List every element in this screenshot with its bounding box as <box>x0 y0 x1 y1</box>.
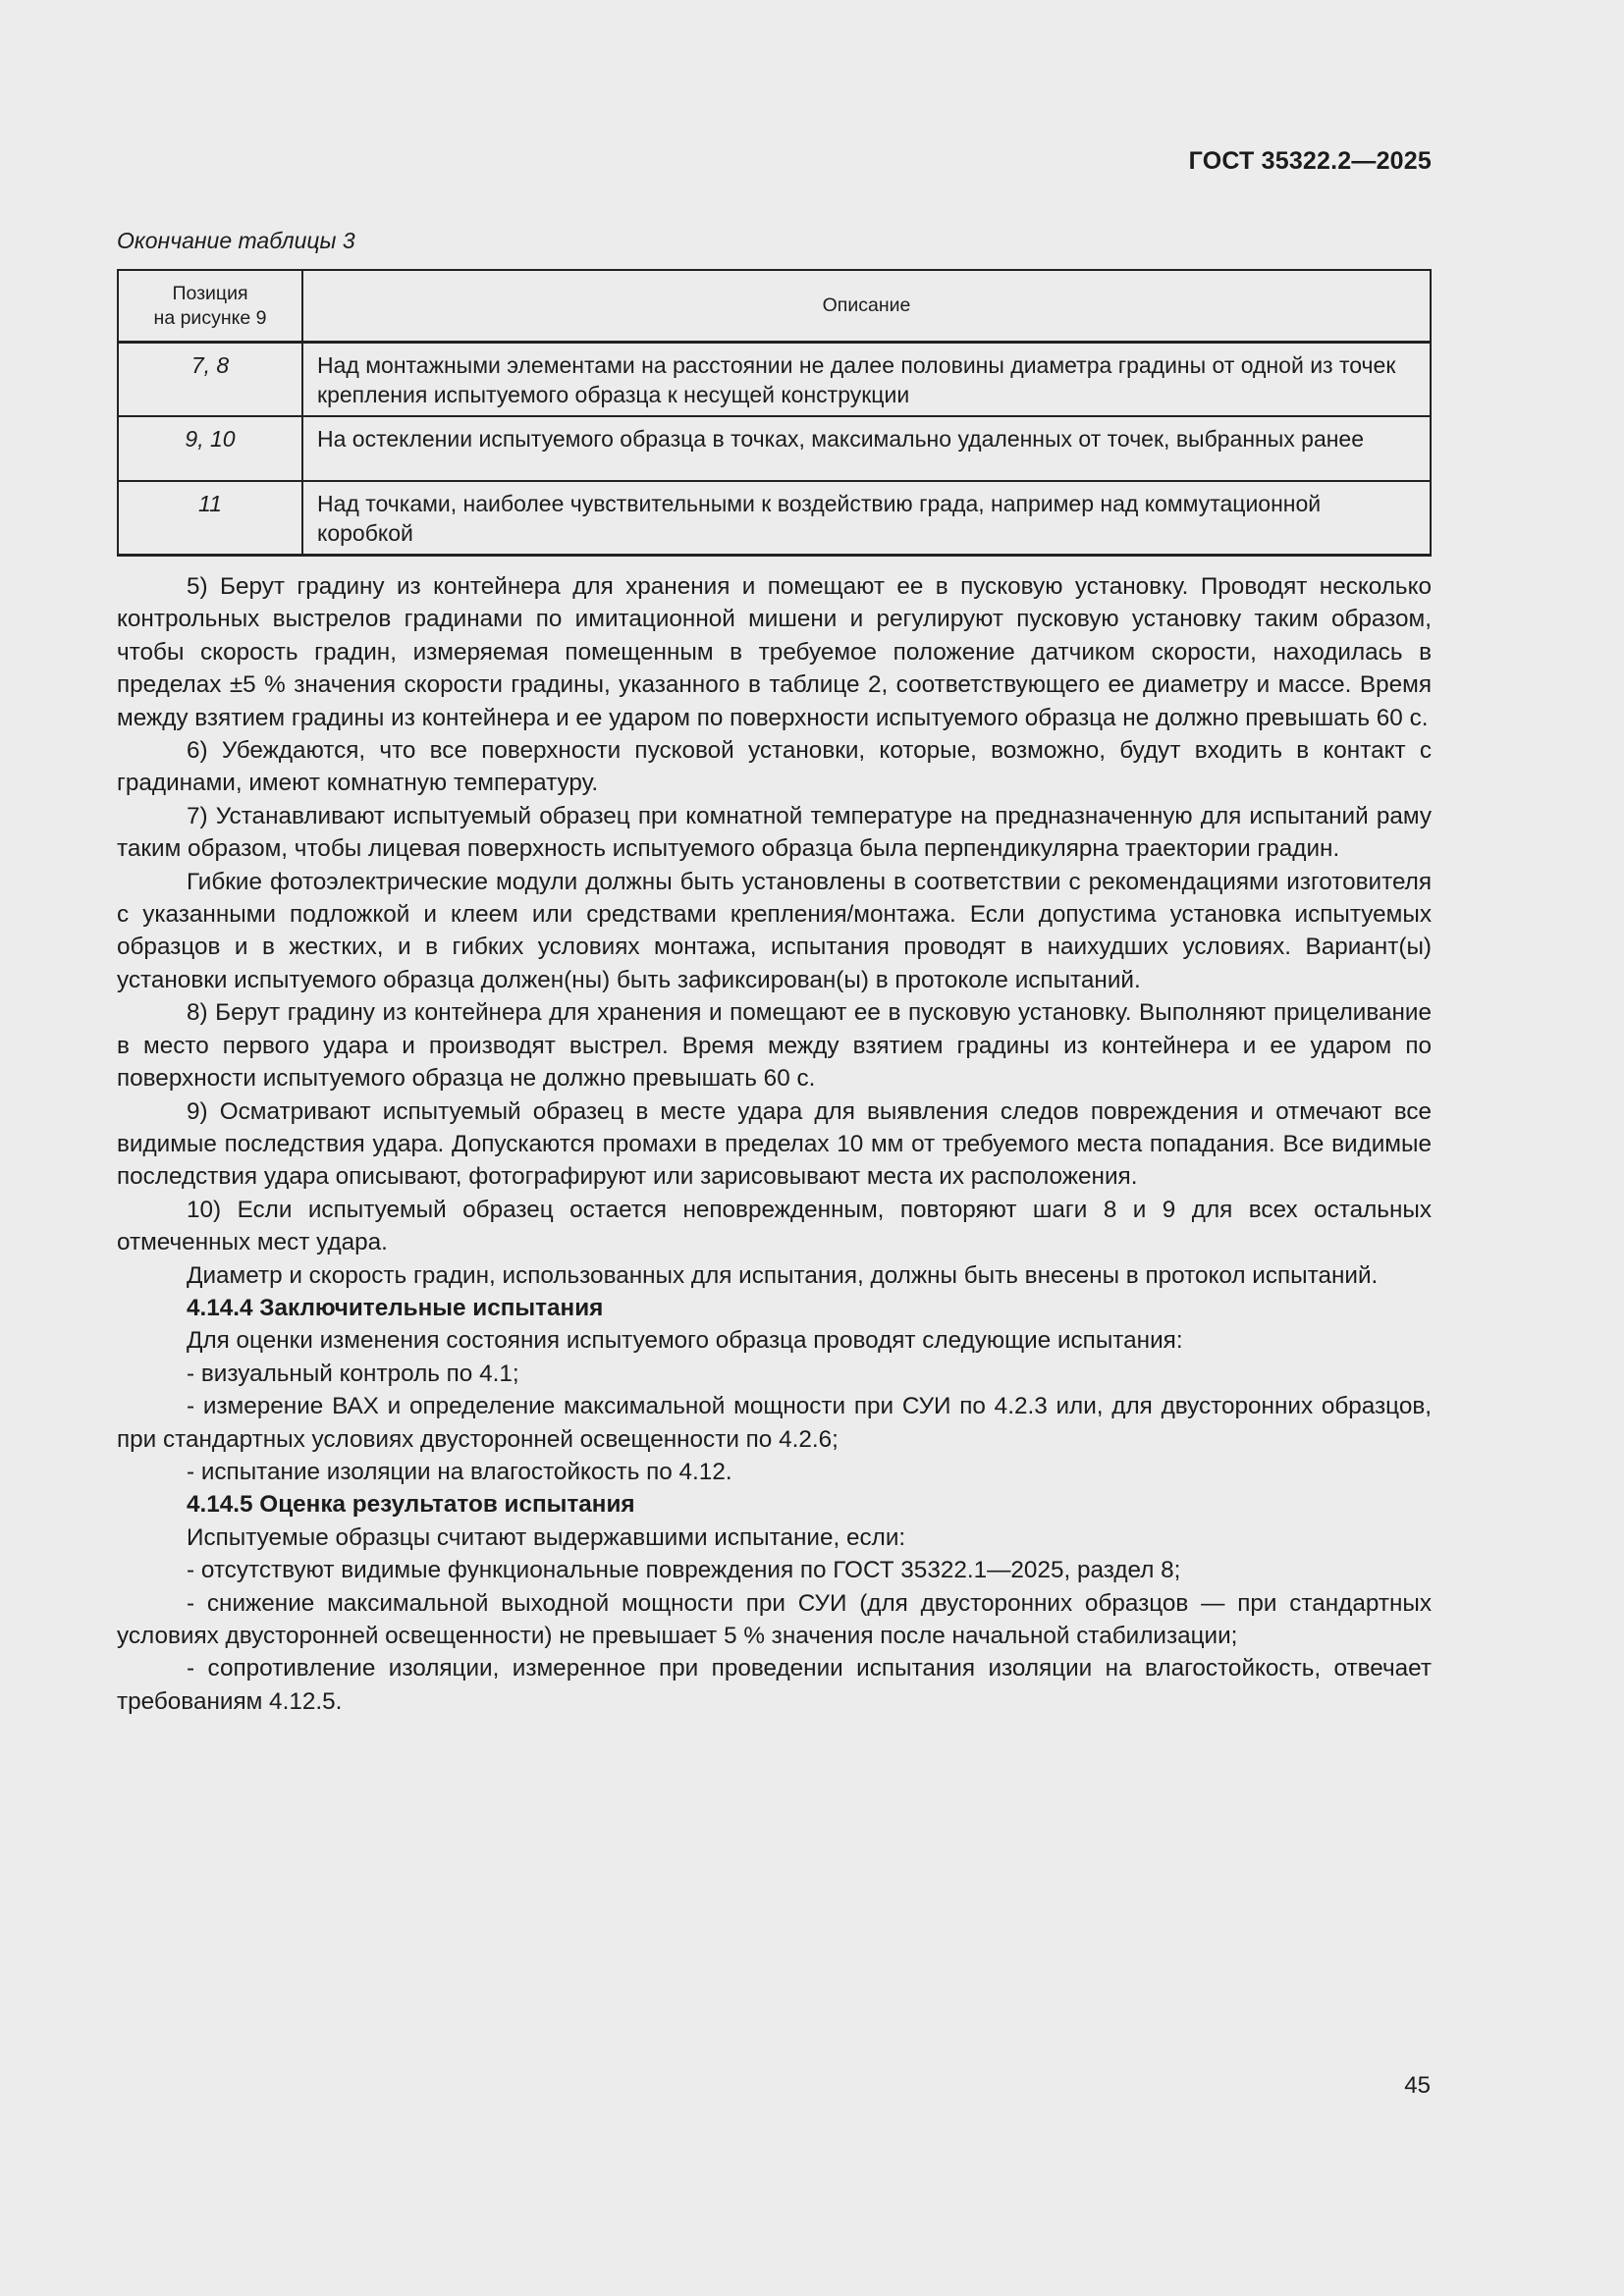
description-cell: Над точками, наиболее чувствительными к воздействию града, например над коммутационной коробкой <box>302 481 1431 556</box>
paragraph-diameter-speed: Диаметр и скорость градин, использованных для испытания, должны быть внесены в протокол испытаний. <box>187 1261 1379 1289</box>
list-item: - снижение максимальной выходной мощности при СУИ (для двусторонних образцов — при стандартных условиях двусторонней освещенности) не превышает 5 % значения после начальной стабилизации; <box>117 1589 1432 1649</box>
table-caption: Окончание таблицы 3 <box>117 228 355 253</box>
list-item: - визуальный контроль по 4.1; <box>187 1360 519 1387</box>
table-row <box>118 343 1431 417</box>
body-text <box>117 570 1432 1718</box>
document-code-header: ГОСТ 35322.2—2025 <box>1188 147 1432 175</box>
paragraph-step-10: 10) Если испытуемый образец остается неповрежденным, повторяют шаги 8 и 9 для всех остальных отмеченных мест удара. <box>117 1196 1432 1256</box>
paragraph-step-5: 5) Берут градину из контейнера для хранения и помещают ее в пусковую установку. Проводят несколько контрольных выстрелов градинами по имитационной мишени и регулируют пусковую установку таким образом, чтобы скорость градин, измеряемая помещенным в требуемое положение датчиком скорости, находилась в пределах ±5 % значения скорости градины, указанного в таблице 2, соответствующего ее диаметру и массе. Время между взятием градины из контейнера и ее ударом по поверхности испытуемого образца не должно превышать 60 с. <box>117 573 1432 731</box>
table-header-row <box>118 270 1431 343</box>
paragraph-flexible-modules: Гибкие фотоэлектрические модули должны быть установлены в соответствии с рекомендациями изготовителя с указанными подложкой и клеем или средствами крепления/монтажа. Если допустима установка испытуемых образцов и в жестких, и в гибких условиях монтажа, испытания проводят в наихудших условиях. Вариант(ы) установки испытуемого образца должен(ны) быть зафиксирован(ы) в протоколе испытаний. <box>117 868 1432 993</box>
list-item: - испытание изоляции на влагостойкость по 4.12. <box>187 1458 732 1485</box>
section-heading-4-14-4: 4.14.4 Заключительные испытания <box>187 1294 604 1321</box>
paragraph-step-9: 9) Осматривают испытуемый образец в месте удара для выявления следов повреждения и отмечают все видимые последствия удара. Допускаются промахи в пределах 10 мм от требуемого места попадания. Все видимые последствия удара описывают, фотографируют или зарисовывают места их расположения. <box>117 1097 1432 1191</box>
column-header-position-text: Позиция на рисунке 9 <box>153 282 267 329</box>
column-header-position <box>118 270 302 343</box>
section-heading-4-14-5: 4.14.5 Оценка результатов испытания <box>187 1491 635 1519</box>
page-number: 45 <box>1404 2072 1431 2099</box>
page-content <box>117 226 1432 1718</box>
column-header-description: Описание <box>302 270 1431 343</box>
description-cell: На остеклении испытуемого образца в точках, максимально удаленных от точек, выбранных ранее <box>302 416 1431 481</box>
description-cell: Над монтажными элементами на расстоянии не далее половины диаметра градины от одной из точек крепления испытуемого образца к несущей конструкции <box>302 343 1431 417</box>
position-cell: 11 <box>118 481 302 556</box>
table-row <box>118 416 1431 481</box>
table-3-continuation <box>117 269 1432 557</box>
position-cell: 7, 8 <box>118 343 302 417</box>
list-item: - отсутствуют видимые функциональные повреждения по ГОСТ 35322.1—2025, раздел 8; <box>187 1557 1181 1584</box>
list-item: - сопротивление изоляции, измеренное при проведении испытания изоляции на влагостойкость, отвечает требованиям 4.12.5. <box>117 1655 1432 1715</box>
position-cell: 9, 10 <box>118 416 302 481</box>
paragraph-step-7: 7) Устанавливают испытуемый образец при комнатной температуре на предназначенную для испытаний раму таким образом, чтобы лицевая поверхность испытуемого образца была перпендикулярна траектории градин. <box>117 802 1432 863</box>
section-intro-4-14-5: Испытуемые образцы считают выдержавшими испытание, если: <box>187 1523 906 1551</box>
table-row <box>118 481 1431 556</box>
section-intro-4-14-4: Для оценки изменения состояния испытуемого образца проводят следующие испытания: <box>187 1327 1183 1355</box>
paragraph-step-8: 8) Берут градину из контейнера для хранения и помещают ее в пусковую установку. Выполняют прицеливание в место первого удара и производят выстрел. Время между взятием градины из контейнера и ее ударом по поверхности испытуемого образца не должно превышать 60 с. <box>117 999 1432 1093</box>
paragraph-step-6: 6) Убеждаются, что все поверхности пусковой установки, которые, возможно, будут входить в контакт с градинами, имеют комнатную температуру. <box>117 737 1432 797</box>
list-item: - измерение ВАХ и определение максимальной мощности при СУИ по 4.2.3 или, для двусторонних образцов, при стандартных условиях двусторонней освещенности по 4.2.6; <box>117 1393 1432 1453</box>
